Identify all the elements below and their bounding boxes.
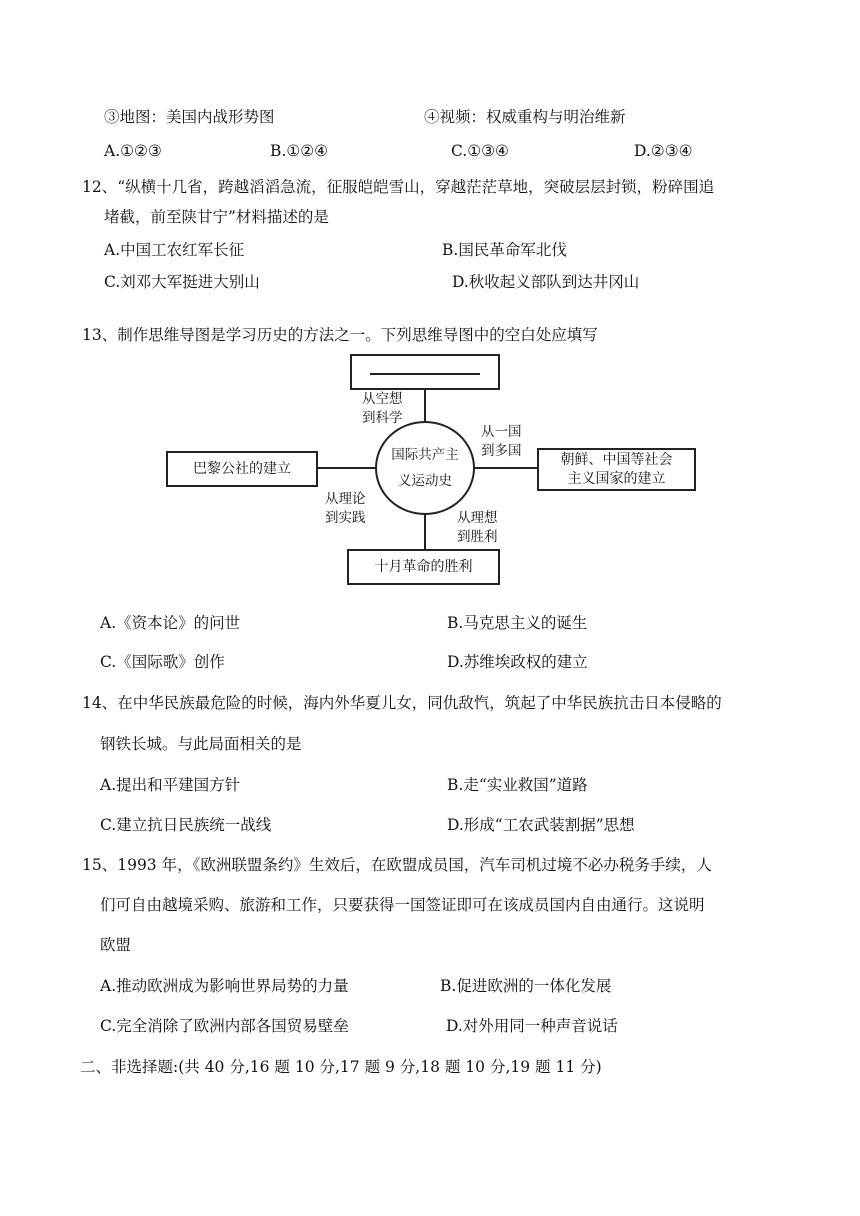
q13-option-a: A.《资本论》的问世 — [100, 614, 241, 632]
material-item-3: ③地图：美国内战形势图 — [104, 108, 275, 126]
bottom-node-text: 十月革命的胜利 — [374, 558, 473, 575]
section-2-heading: 二、非选择题:(共 40 分,16 题 10 分,17 题 9 分,18 题 10 分,19 题 11 分) — [80, 1058, 602, 1076]
q12-option-c: C.刘邓大军挺进大别山 — [104, 273, 260, 291]
blank-answer-box — [350, 354, 500, 390]
edge-label-left-line2: 到实践 — [325, 510, 366, 526]
edge-label-right-line1: 从一国 — [481, 424, 522, 440]
center-node-line1: 国际共产主 — [391, 447, 459, 463]
q12-option-b: B.国民革命军北伐 — [442, 241, 567, 259]
edge-label-top — [362, 390, 403, 428]
q13-option-c: C.《国际歌》创作 — [100, 653, 225, 671]
q13-option-b: B.马克思主义的诞生 — [447, 614, 588, 632]
q13-option-d: D.苏维埃政权的建立 — [447, 653, 588, 671]
edge-label-right-line2: 到多国 — [481, 443, 522, 459]
center-node — [375, 421, 475, 515]
q15-stem-line3: 欧盟 — [100, 936, 132, 954]
right-node-box — [537, 448, 696, 491]
edge-label-right — [481, 423, 522, 461]
q12-stem-line1: 12、“纵横十几省，跨越滔滔急流，征服皑皑雪山，穿越茫茫草地，突破层层封锁，粉碎围追 — [82, 178, 715, 196]
center-node-line2: 义运动史 — [398, 473, 452, 489]
q15-option-d: D.对外用同一种声音说话 — [446, 1017, 618, 1035]
q15-option-c: C.完全消除了欧洲内部各国贸易壁垒 — [100, 1017, 349, 1035]
edge-label-bottom — [457, 509, 498, 547]
connector-top — [424, 388, 426, 422]
q12-stem-line2: 堵截，前至陕甘宁”材料描述的是 — [104, 208, 329, 226]
q14-option-c: C.建立抗日民族统一战线 — [100, 816, 272, 834]
connector-right — [473, 467, 539, 469]
connector-left — [316, 467, 376, 469]
q11-option-b: B.①②④ — [270, 142, 329, 160]
bottom-node-box — [347, 549, 500, 585]
q12-option-a: A.中国工农红军长征 — [104, 241, 245, 259]
q15-option-b: B.促进欧洲的一体化发展 — [440, 977, 612, 995]
edge-label-bottom-line1: 从理想 — [457, 510, 498, 526]
q13-stem: 13、制作思维导图是学习历史的方法之一。下列思维导图中的空白处应填写 — [82, 326, 598, 344]
left-node-text: 巴黎公社的建立 — [193, 460, 291, 477]
edge-label-left-line1: 从理论 — [325, 491, 366, 507]
q11-option-a: A.①②③ — [104, 142, 162, 160]
connector-bottom — [424, 513, 426, 549]
left-node-box — [166, 451, 318, 487]
q11-option-c: C.①③④ — [451, 142, 509, 160]
q11-option-d: D.②③④ — [634, 142, 693, 160]
edge-label-top-line2: 到科学 — [362, 410, 403, 426]
q14-option-d: D.形成“工农武装割据”思想 — [447, 816, 635, 834]
edge-label-bottom-line2: 到胜利 — [457, 529, 498, 545]
q15-option-a: A.推动欧洲成为影响世界局势的力量 — [100, 977, 349, 995]
material-item-4: ④视频：权威重构与明治维新 — [424, 108, 626, 126]
q15-stem-line1: 15、1993 年，《欧洲联盟条约》生效后，在欧盟成员国，汽车司机过境不必办税务手续，人 — [82, 856, 712, 874]
q12-option-d: D.秋收起义部队到达井冈山 — [452, 273, 640, 291]
q14-stem-line2: 钢铁长城。与此局面相关的是 — [100, 735, 302, 753]
q15-stem-line2: 们可自由越境采购、旅游和工作，只要获得一国签证即可在该成员国内自由通行。这说明 — [100, 896, 705, 914]
blank-underline — [370, 373, 480, 375]
q14-option-a: A.提出和平建国方针 — [100, 776, 241, 794]
q14-stem-line1: 14、在中华民族最危险的时候，海内外华夏儿女，同仇敌忾，筑起了中华民族抗击日本侵略的 — [82, 694, 722, 712]
right-node-line1: 朝鲜、中国等社会 — [560, 451, 673, 468]
q14-option-b: B.走“实业救国”道路 — [447, 776, 588, 794]
right-node-line2: 主义国家的建立 — [567, 470, 666, 487]
edge-label-left — [325, 490, 366, 528]
edge-label-top-line1: 从空想 — [362, 391, 403, 407]
